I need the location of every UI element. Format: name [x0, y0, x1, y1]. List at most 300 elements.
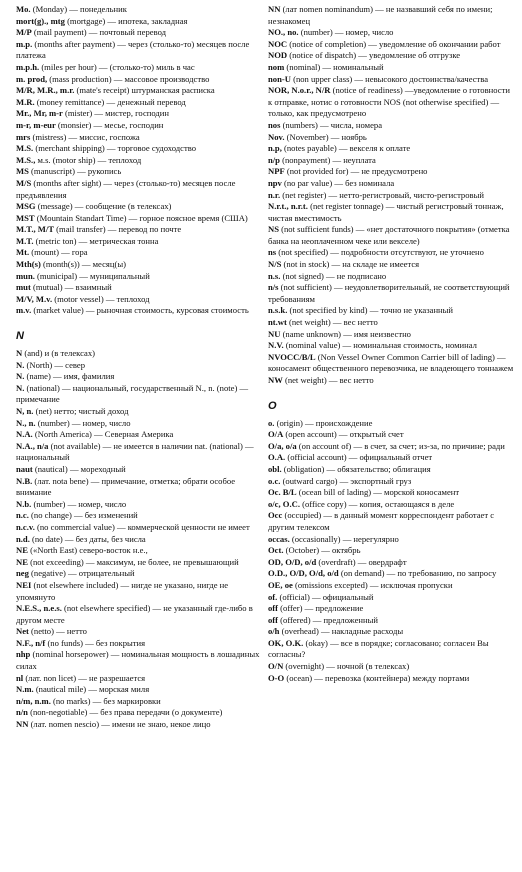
- entry-definition: (market value) — рыночная стоимость, курсовая стоимость: [31, 305, 249, 316]
- entry-definition: (and) и (в телексах): [22, 348, 95, 359]
- entry-definition: (mount) — гора: [29, 247, 88, 258]
- entry-abbreviation: m.p.: [16, 38, 33, 49]
- entry-definition: (number) — номер, число: [298, 27, 394, 38]
- dictionary-entry: [16, 406, 260, 418]
- dictionary-entry: [16, 719, 260, 731]
- entry-abbreviation: obl.: [268, 463, 282, 474]
- entry-definition: (net) нетто; чистый доход: [33, 406, 129, 416]
- entry-abbreviation: ns: [268, 247, 277, 258]
- dictionary-entry: [16, 132, 260, 144]
- dictionary-entry: [268, 190, 516, 202]
- entry-abbreviation: n.p,: [268, 143, 282, 154]
- dictionary-entry: [16, 464, 260, 476]
- dictionary-entry: [268, 441, 516, 453]
- entry-definition: (лат. nota bene) — примечание, отметка; обрати особое внимание: [16, 475, 236, 498]
- entry-abbreviation: M/R, M.R., m.r.: [16, 85, 75, 96]
- entry-abbreviation: M.T., M/T: [16, 224, 55, 235]
- entry-definition: (North America) — Северная Америка: [32, 429, 174, 440]
- entry-abbreviation: O/a, o/a: [268, 440, 297, 451]
- entry-abbreviation: N.B.: [16, 475, 33, 486]
- entry-abbreviation: O-O: [268, 672, 285, 683]
- entry-abbreviation: MSG: [16, 201, 36, 212]
- entry-definition: (net register) — нетто-регистровый, чисто-регистровый: [280, 189, 484, 200]
- entry-abbreviation: N.F., n/f: [16, 637, 46, 648]
- entry-definition: (message) — сообщение (в телексах): [35, 201, 172, 212]
- entry-definition: (Mountain Standart Time) — горное поясное время (США): [34, 212, 248, 223]
- entry-definition: (not signed) — не подписано: [280, 270, 387, 281]
- entry-definition: (mistress) — миссис, госпожа: [30, 131, 140, 142]
- entry-definition: (merchant shipping) — торговое судоходство: [33, 143, 197, 154]
- entry-abbreviation: NU: [268, 328, 281, 339]
- entry-definition: (лат nomen nominandum) — не назвавший себя по имени; незнакомец: [268, 4, 493, 26]
- entry-abbreviation: N.: [16, 359, 25, 370]
- dictionary-entry: [268, 329, 516, 341]
- entry-abbreviation: n/m, n.m.: [16, 695, 51, 706]
- entry-definition: (nominal) — номинальный: [284, 61, 384, 72]
- entry-abbreviation: Occ: [268, 510, 283, 521]
- entry-definition: (office copy) — копия, остающаяся в деле: [299, 498, 455, 509]
- entry-abbreviation: mut: [16, 282, 31, 293]
- entry-definition: (October) — октябрь: [283, 545, 361, 556]
- entry-abbreviation: of.: [268, 591, 278, 602]
- entry-definition: (Monday) — понедельник: [30, 4, 127, 14]
- entry-abbreviation: Mth(s): [16, 259, 41, 270]
- entry-definition: (North) — север: [24, 359, 86, 370]
- entry-definition: (not elsewhere included) — нигде не указано, нигде не упомянуто: [16, 579, 229, 602]
- dictionary-entry: [16, 166, 260, 178]
- entry-abbreviation: NO., no.: [268, 27, 299, 38]
- entry-abbreviation: naut: [16, 463, 33, 474]
- dictionary-entry: [16, 259, 260, 271]
- dictionary-entry: [268, 85, 516, 120]
- dictionary-entry: [268, 62, 516, 74]
- entry-definition: (notes payable) — векселя к оплате: [281, 143, 411, 154]
- entry-definition: (money remittance) — денежный перевод: [34, 96, 186, 107]
- dictionary-entry: [268, 305, 516, 317]
- dictionary-entry: [16, 383, 260, 406]
- dictionary-entry: [268, 375, 516, 387]
- dictionary-entry: [268, 557, 516, 569]
- entry-definition: (лат. non licet) — не разрешается: [23, 672, 146, 683]
- entry-definition: м.s. (motor ship) — теплоход: [35, 154, 142, 165]
- dictionary-entry: [16, 271, 260, 283]
- entry-definition: (official account) — официальный отчет: [285, 452, 433, 463]
- dictionary-entry: [268, 259, 516, 271]
- entry-definition: (name) — имя, фамилия: [24, 371, 115, 382]
- entry-abbreviation: n.c.v.: [16, 521, 35, 532]
- entry-abbreviation: nt.wt: [268, 317, 287, 328]
- n-entries-list-left: [16, 348, 260, 731]
- entry-abbreviation: O.A.: [268, 452, 286, 463]
- entry-definition: (ocean bill of lading) — морской коносамент: [296, 487, 460, 498]
- dictionary-entry: [16, 236, 260, 248]
- dictionary-entry: [16, 534, 260, 546]
- entry-definition: (net weight) — вес нетто: [286, 317, 378, 328]
- entry-definition: (overdraft) — овердрафт: [316, 556, 407, 567]
- entry-abbreviation: M/V, M.v.: [16, 293, 53, 304]
- entry-abbreviation: m-r, m-eur: [16, 119, 56, 130]
- entry-abbreviation: o/h: [268, 626, 280, 637]
- n-entries-list-right: [268, 4, 516, 387]
- dictionary-entry: [268, 4, 516, 27]
- dictionary-entry: [16, 522, 260, 534]
- dictionary-entry: [268, 155, 516, 167]
- dictionary-entry: [268, 464, 516, 476]
- entry-definition: (months after sight) — через (столько-то) месяцев после предъявления: [16, 177, 236, 200]
- entry-abbreviation: MS: [16, 166, 29, 177]
- entry-abbreviation: non-U: [268, 73, 291, 84]
- dictionary-entry: [268, 201, 516, 224]
- entry-abbreviation: off: [268, 614, 279, 625]
- entry-definition: (mass production) — массовое производство: [47, 73, 210, 84]
- entry-definition: (no date) — без даты, без числа: [29, 533, 146, 544]
- entry-definition: (not specified) — подробности отсутствуют, не уточнено: [276, 247, 484, 258]
- entry-abbreviation: off: [268, 603, 279, 614]
- entry-abbreviation: N.: [16, 382, 25, 393]
- entry-definition: (overhead) — накладные расходы: [279, 626, 404, 637]
- dictionary-entry: [16, 638, 260, 650]
- dictionary-entry: [268, 166, 516, 178]
- entry-definition: (non upper class) — невысокого достоинства/качества: [290, 73, 489, 84]
- entry-definition: (not elsewhere specified) — не указанный где-либо в другом месте: [16, 603, 253, 625]
- entry-definition: (occupied) — в данный момент корреспондент работает с другим телексом: [268, 510, 495, 532]
- entry-definition: (not specified by kind) — точно не указанный: [287, 305, 454, 316]
- entry-abbreviation: M/P: [16, 27, 32, 38]
- dictionary-entry: [16, 74, 260, 86]
- entry-abbreviation: N.m.: [16, 684, 34, 695]
- section-heading-o: O: [268, 399, 277, 412]
- entry-abbreviation: O.D., O/D, O/d, o/d: [268, 568, 339, 579]
- entry-abbreviation: o.: [268, 417, 275, 428]
- entry-abbreviation: Mt.: [16, 247, 30, 258]
- entry-definition: (offered) — предложенный: [278, 614, 378, 625]
- entry-definition: (okay) — все в порядке; согласовано; согласен Вы согласны?: [268, 637, 489, 660]
- entry-abbreviation: OD, O/D, o/d: [268, 556, 317, 567]
- entry-abbreviation: Mr., Mr, m-r: [16, 108, 63, 119]
- entry-definition: (no marks) — без маркировки: [50, 695, 161, 706]
- dictionary-entry: [268, 340, 516, 352]
- dictionary-entry: [268, 317, 516, 329]
- dictionary-entry: [268, 568, 516, 580]
- entry-abbreviation: N.: [16, 371, 25, 382]
- dictionary-entry: [268, 39, 516, 51]
- dictionary-entry: [16, 201, 260, 213]
- entry-definition: (no funds) — без покрытия: [45, 637, 146, 648]
- dictionary-entry: [268, 50, 516, 62]
- entry-abbreviation: NE: [16, 556, 28, 567]
- dictionary-entry: [268, 178, 516, 190]
- entry-definition: (лат. nomen nescio) — имени не знаю, некое лицо: [28, 719, 211, 730]
- dictionary-entry: [268, 615, 516, 627]
- entry-abbreviation: neg: [16, 568, 29, 579]
- entry-abbreviation: m.p.h.: [16, 61, 40, 72]
- entry-definition: (no commercial value) — коммерческой ценности не имеет: [34, 521, 250, 532]
- entry-definition: (nominal horsepower) — номинальная мощность в лошадиных силах: [16, 649, 260, 672]
- dictionary-entry: [16, 39, 260, 62]
- dictionary-entry: [16, 371, 260, 383]
- entry-abbreviation: NOD: [268, 50, 288, 61]
- o-entries-list: [268, 418, 516, 685]
- dictionary-entry: [16, 476, 260, 499]
- entry-definition: (omissions excepted) — исключая пропуски: [292, 579, 453, 590]
- dictionary-entry: [268, 638, 516, 661]
- dictionary-entry: [268, 27, 516, 39]
- dictionary-entry: [16, 4, 260, 16]
- entry-abbreviation: o/c, O.C.: [268, 498, 300, 509]
- entry-abbreviation: nos: [268, 119, 281, 130]
- dictionary-entry: [16, 580, 260, 603]
- entry-definition: (mate's receipt) штурманская расписка: [74, 85, 215, 96]
- left-column: [16, 4, 260, 731]
- dictionary-entry: [268, 661, 516, 673]
- entry-definition: (no par value) — без номинала: [281, 177, 395, 188]
- entry-abbreviation: M.S.,: [16, 154, 36, 165]
- entry-abbreviation: N/S: [268, 259, 282, 270]
- dictionary-entry: [268, 580, 516, 592]
- entry-definition: (nominal value) — номинальная стоимость, номинал: [283, 340, 477, 351]
- dictionary-entry: [268, 499, 516, 511]
- entry-abbreviation: MST: [16, 212, 35, 223]
- dictionary-entry: [16, 649, 260, 672]
- entry-definition: (municipal) — муниципальный: [34, 270, 150, 281]
- entry-abbreviation: OE, oe: [268, 579, 293, 590]
- dictionary-entry: [16, 545, 260, 557]
- dictionary-entry: [268, 247, 516, 259]
- entry-definition: (nonpayment) — неуплата: [279, 154, 376, 165]
- dictionary-entry: [16, 108, 260, 120]
- dictionary-entry: [268, 120, 516, 132]
- entry-abbreviation: NE: [16, 545, 28, 556]
- entry-abbreviation: nhp: [16, 649, 31, 660]
- entry-abbreviation: N.b.: [16, 498, 32, 509]
- entry-abbreviation: n.r.: [268, 189, 281, 200]
- dictionary-entry: [268, 224, 516, 247]
- dictionary-entry: [16, 707, 260, 719]
- entry-abbreviation: NOR, N.o.r., N/R: [268, 85, 331, 96]
- entry-abbreviation: OK, O.K.: [268, 637, 304, 648]
- entry-definition: (months after payment) — через (столько-то) месяцев после платежа: [16, 38, 250, 61]
- entry-definition: (non-negotiable) — без права передачи (о документе): [27, 707, 223, 718]
- dictionary-entry: [16, 510, 260, 522]
- entry-abbreviation: n/p: [268, 154, 280, 165]
- entry-definition: (netto) — нетто: [28, 626, 87, 637]
- entry-abbreviation: NN: [268, 4, 281, 14]
- dictionary-entry: [16, 155, 260, 167]
- dictionary-entry: [16, 224, 260, 236]
- dictionary-entry: [16, 120, 260, 132]
- entry-abbreviation: n.s.: [268, 270, 281, 281]
- entry-definition: (overnight) — ночной (в телексах): [283, 661, 410, 672]
- dictionary-entry: [16, 441, 260, 464]
- entry-abbreviation: Oct.: [268, 545, 284, 556]
- dictionary-entry: [268, 673, 516, 685]
- entry-abbreviation: Net: [16, 626, 29, 637]
- section-heading-n: N: [16, 330, 24, 343]
- entry-abbreviation: n.s.k.: [268, 305, 288, 316]
- dictionary-entry: [16, 568, 260, 580]
- dictionary-entry: [16, 294, 260, 306]
- entry-abbreviation: O/N: [268, 661, 284, 672]
- entry-abbreviation: NW: [268, 375, 283, 385]
- entry-definition: (not provided for) — не предусмотрено: [284, 166, 428, 177]
- entry-abbreviation: N.r.t., n.r.t.: [268, 201, 308, 212]
- entry-abbreviation: o.c.: [268, 475, 281, 486]
- dictionary-entry: [16, 557, 260, 569]
- entry-definition: (no change) — без изменений: [28, 510, 138, 521]
- dictionary-entry: [16, 684, 260, 696]
- dictionary-entry: [16, 62, 260, 74]
- entry-abbreviation: N, n.: [16, 406, 34, 416]
- dictionary-entry: [16, 97, 260, 109]
- entry-abbreviation: occas.: [268, 533, 290, 544]
- entry-abbreviation: npv: [268, 177, 282, 188]
- entry-abbreviation: N: [16, 348, 23, 359]
- dictionary-entry: [268, 271, 516, 283]
- dictionary-entry: [16, 213, 260, 225]
- entry-definition: (net weight) — вес нетто: [282, 375, 374, 385]
- entry-definition: (notice of readiness) —уведомление о готовности к отправке, нотис о готовности NOS (not otherwise specified) — только, как предусмотрено: [268, 85, 510, 119]
- entry-abbreviation: m. prod,: [16, 73, 48, 84]
- entry-definition: (notice of completion) — уведомление об окончании работ: [287, 38, 501, 49]
- entry-definition: (month(s)) — месяц(ы): [40, 259, 126, 270]
- dictionary-entry: [268, 74, 516, 86]
- m-entries-list: [16, 4, 260, 317]
- entry-abbreviation: mort(g)., mtg: [16, 15, 65, 26]
- dictionary-entry: [16, 178, 260, 201]
- entry-definition: (negative) — отрицательный: [28, 568, 135, 579]
- entry-definition: («North East) северо-восток н.е.,: [27, 545, 148, 556]
- dictionary-entry: [16, 429, 260, 441]
- entry-abbreviation: nom: [268, 61, 285, 72]
- entry-definition: (mutual) — взаимный: [30, 282, 112, 293]
- entry-definition: (national) — национальный, государственный N., n. (note) — примечание: [16, 382, 249, 405]
- entry-definition: (occasionally) — нерегулярно: [289, 533, 399, 544]
- dictionary-entry: [268, 429, 516, 441]
- entry-definition: (name unknown) — имя неизвестно: [280, 328, 411, 339]
- entry-definition: (not sufficient funds) — «нет достаточного покрытия» (отметка банка на неоплаченном чеке или векселе): [268, 224, 510, 246]
- dictionary-entry: [268, 452, 516, 464]
- dictionary-entry: [16, 305, 260, 317]
- entry-abbreviation: N., n.: [16, 417, 36, 428]
- entry-definition: (mail payment) — почтовый перевод: [31, 27, 166, 38]
- dictionary-entry: [268, 603, 516, 615]
- dictionary-entry: [16, 282, 260, 294]
- dictionary-entry: [16, 499, 260, 511]
- entry-definition: (metric ton) — метрическая тонна: [33, 235, 159, 246]
- entry-abbreviation: N.A., n/a: [16, 440, 49, 451]
- entry-definition: (notice of dispatch) — уведомление об отгрузке: [287, 50, 461, 61]
- entry-abbreviation: NN: [16, 719, 29, 730]
- entry-definition: (mister) — мистер, господин: [62, 108, 169, 119]
- dictionary-entry: [16, 696, 260, 708]
- dictionary-entry: [16, 418, 260, 430]
- entry-definition: (mail transfer) — перевод по почте: [54, 224, 182, 235]
- dictionary-entry: [16, 348, 260, 360]
- dictionary-entry: [16, 27, 260, 39]
- entry-definition: (motor vessel) — теплоход: [52, 293, 150, 304]
- entry-abbreviation: M.S.: [16, 143, 34, 154]
- dictionary-entry: [268, 476, 516, 488]
- entry-abbreviation: mun.: [16, 270, 35, 281]
- dictionary-entry: [268, 545, 516, 557]
- dictionary-entry: [16, 626, 260, 638]
- entry-definition: (outward cargo) — экспортный груз: [280, 475, 412, 486]
- entry-abbreviation: NOC: [268, 38, 288, 49]
- entry-definition: (not exceeding) — максимум, не более, не превышающий: [27, 556, 239, 567]
- dictionary-entry: [268, 132, 516, 144]
- entry-abbreviation: Mo.: [16, 4, 31, 14]
- dictionary-entry: [268, 418, 516, 430]
- entry-abbreviation: O/A: [268, 429, 284, 440]
- dictionary-entry: [268, 352, 516, 375]
- entry-definition: (not available) — не имеется в наличии nat. (national) — национальный: [16, 440, 254, 463]
- dictionary-entry: [268, 282, 516, 305]
- entry-abbreviation: M.T.: [16, 235, 34, 246]
- dictionary-entry: [268, 626, 516, 638]
- entry-definition: (open account) — открытый счет: [283, 429, 404, 440]
- entry-abbreviation: NEI: [16, 579, 32, 590]
- entry-definition: (official) — официальный: [277, 591, 374, 602]
- dictionary-entry: [268, 534, 516, 546]
- dictionary-entry: [16, 16, 260, 28]
- entry-definition: (Non Vessel Owner Common Carrier bill of lading) — коносамент общественного перевозчика, не владеющего тоннажем: [268, 351, 514, 374]
- dictionary-entry: [16, 673, 260, 685]
- dictionary-entry: [268, 487, 516, 499]
- entry-abbreviation: n/n: [16, 707, 28, 718]
- entry-abbreviation: Nov.: [268, 131, 285, 142]
- entry-definition: (not sufficient) — неудовлетворительный, не соответствующий требованиям: [268, 282, 510, 304]
- entry-definition: (net register tonnage) — чистый регистровый тоннаж, чистая вместимость: [268, 201, 504, 223]
- entry-abbreviation: NS: [268, 224, 279, 235]
- entry-definition: (nautical) — мореходный: [32, 463, 126, 474]
- entry-definition: (origin) — происхождение: [274, 417, 373, 428]
- entry-definition: (miles per hour) — (столько-то) миль в час: [39, 61, 195, 72]
- entry-definition: (offer) — предложение: [278, 603, 364, 614]
- entry-definition: (monsier) — месье, господин: [55, 119, 164, 130]
- entry-definition: (ocean) — перевозка (контейнера) между портами: [284, 672, 470, 683]
- dictionary-entry: [16, 360, 260, 372]
- entry-abbreviation: N.A.: [16, 429, 33, 440]
- entry-definition: (November) — ноябрь: [284, 131, 367, 142]
- entry-definition: (on account of) — в счет, за счет; из-за, по причине; ради: [296, 440, 505, 451]
- entry-definition: (number) — номер, число: [35, 417, 131, 428]
- entry-abbreviation: Oc. B/L: [268, 487, 297, 498]
- dictionary-entry: [16, 247, 260, 259]
- dictionary-entry: [268, 510, 516, 533]
- entry-definition: (obligation) — обязательство; облигация: [281, 463, 431, 474]
- entry-abbreviation: N.V.: [268, 340, 284, 351]
- entry-definition: (mortgage) — ипотека, закладная: [64, 15, 188, 26]
- entry-definition: (not in stock) — на складе не имеется: [281, 259, 420, 270]
- entry-abbreviation: N.E.S., n.e.s.: [16, 603, 62, 614]
- entry-abbreviation: nl: [16, 672, 24, 683]
- dictionary-entry: [16, 603, 260, 626]
- entry-abbreviation: n.c.: [16, 510, 29, 521]
- entry-definition: (on demand) — по требованию, по запросу: [338, 568, 497, 579]
- entry-abbreviation: n/s: [268, 282, 279, 293]
- entry-abbreviation: NPF: [268, 166, 285, 177]
- dictionary-entry: [268, 592, 516, 604]
- entry-abbreviation: n.d.: [16, 533, 30, 544]
- entry-abbreviation: M/S: [16, 177, 32, 188]
- dictionary-entry: [16, 85, 260, 97]
- entry-abbreviation: NVOCC/B/L: [268, 351, 316, 362]
- dictionary-entry: [268, 143, 516, 155]
- entry-abbreviation: M.R.: [16, 96, 35, 107]
- entry-definition: (manuscript) — рукопись: [28, 166, 122, 177]
- entry-abbreviation: mrs: [16, 131, 31, 142]
- entry-definition: (numbers) — числа, номера: [280, 119, 383, 130]
